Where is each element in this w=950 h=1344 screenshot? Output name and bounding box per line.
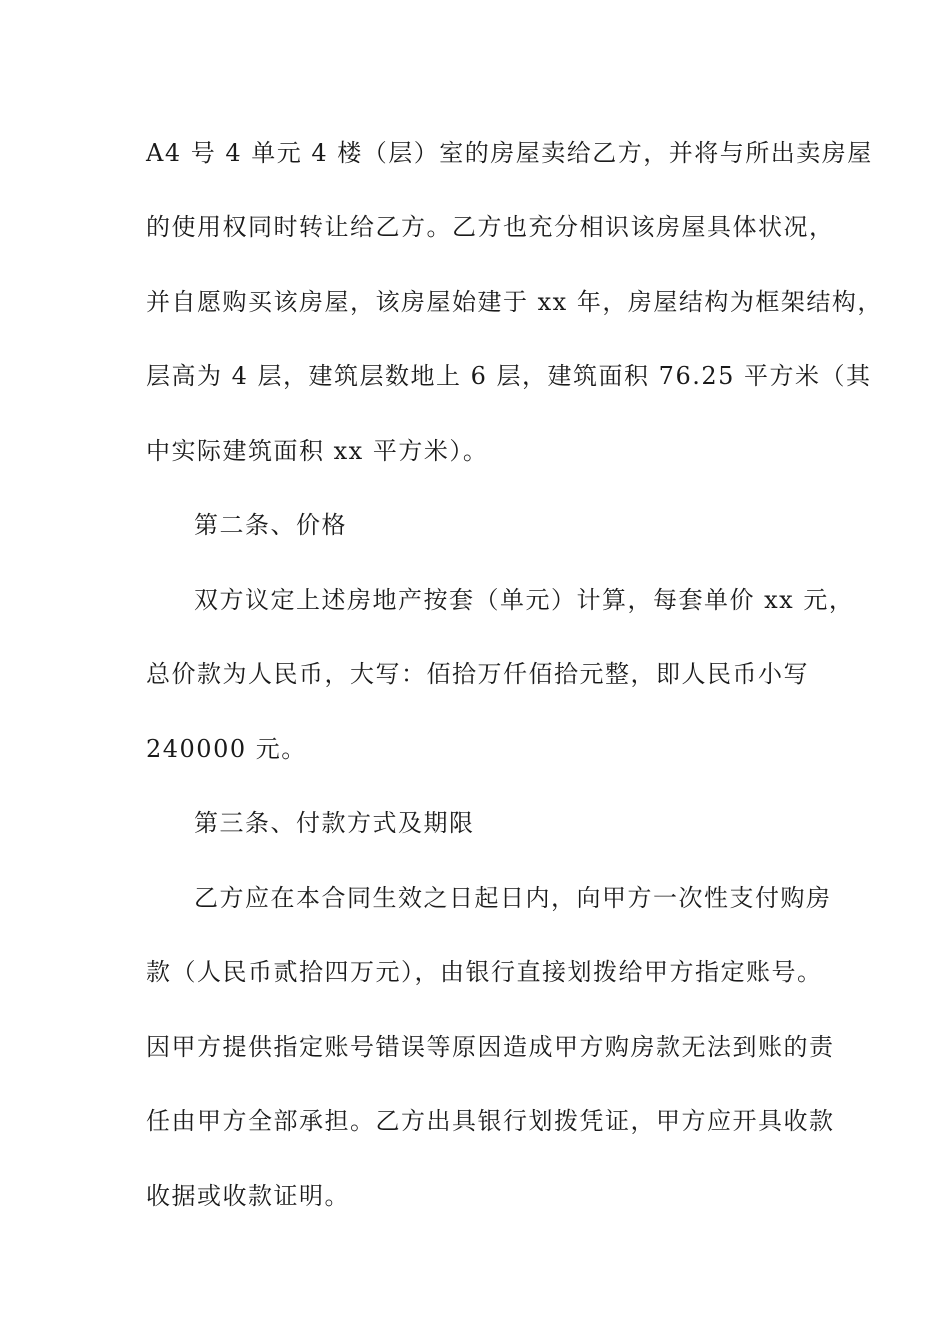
paragraph-line: A4 号 4 单元 4 楼（层）室的房屋卖给乙方，并将与所出卖房屋: [146, 139, 873, 167]
paragraph-line: 总价款为人民币，大写：佰拾万仟佰拾元整，即人民币小写: [146, 660, 809, 688]
paragraph-line: 中实际建筑面积 xx 平方米）。: [146, 437, 489, 465]
paragraph-line: 款（人民币贰拾四万元），由银行直接划拨给甲方指定账号。: [146, 958, 823, 986]
paragraph-line: 并自愿购买该房屋，该房屋始建于 xx 年，房屋结构为框架结构，: [146, 288, 883, 316]
paragraph-line: 收据或收款证明。: [146, 1182, 350, 1210]
section-heading: 第三条、付款方式及期限: [194, 809, 475, 837]
paragraph-line: 因甲方提供指定账号错误等原因造成甲方购房款无法到账的责: [146, 1033, 835, 1061]
paragraph-line: 乙方应在本合同生效之日起日内，向甲方一次性支付购房: [194, 884, 832, 912]
section-heading: 第二条、价格: [194, 511, 347, 539]
paragraph-line: 双方议定上述房地产按套（单元）计算，每套单价 xx 元，: [194, 586, 855, 614]
paragraph-line: 240000 元。: [146, 735, 307, 763]
paragraph-line: 层高为 4 层，建筑层数地上 6 层，建筑面积 76.25 平方米（其: [146, 362, 872, 390]
paragraph-line: 任由甲方全部承担。乙方出具银行划拨凭证，甲方应开具收款: [146, 1107, 835, 1135]
paragraph-line: 的使用权同时转让给乙方。乙方也充分相识该房屋具体状况，: [146, 213, 835, 241]
